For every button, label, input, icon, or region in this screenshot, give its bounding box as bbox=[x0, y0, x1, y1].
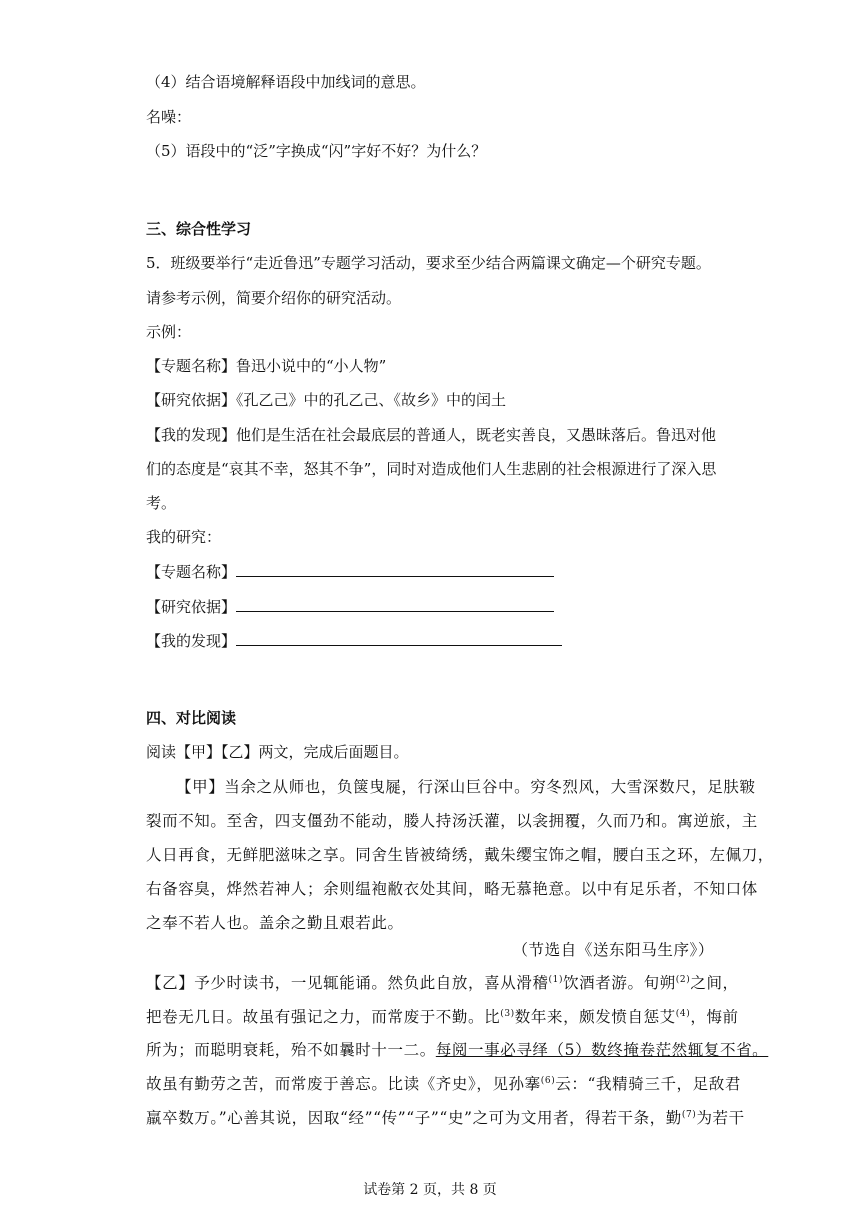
passage-jia-source: （节选自《送东阳马生序》） bbox=[512, 941, 714, 959]
passage-yi-line-2: 把卷无几日。故虽有强记之力，而常废于不勤。比$^{(3)}$数年来，颇发愤自惩艾$^{(4)}$，悔前 bbox=[146, 1008, 739, 1026]
my-topic-blank[interactable] bbox=[236, 561, 554, 577]
reading-intro: 阅读【甲】【乙】两文，完成后面题目。 bbox=[146, 743, 409, 761]
passage-jia-line-1: 【甲】当余之从师也，负箧曳屣，行深山巨谷中。穷冬烈风，大雪深数尺，足肤皲 bbox=[176, 778, 756, 796]
my-finding-row bbox=[146, 630, 562, 651]
footnote-marker-1: (1) bbox=[548, 974, 564, 985]
passage-jia-line-3: 人日再食，无鲜肥滋味之享。同舍生皆被绮绣，戴朱缨宝饰之帽，腰白玉之环，左佩刀， bbox=[146, 846, 774, 864]
example-label: 示例： bbox=[146, 323, 192, 341]
my-finding-blank[interactable] bbox=[236, 630, 562, 646]
subquestion-5: （5）语段中的“泛”字换成“闪”字好不好？为什么？ bbox=[146, 142, 487, 160]
underlined-sentence: 每阅一事必寻绎（5）数终掩卷茫然辄复不省。 bbox=[435, 1041, 769, 1059]
passage-yi-line-3: 所为；而聪明衰耗，殆不如曩时十一二。每阅一事必寻绎（5）数终掩卷茫然辄复不省。 bbox=[146, 1041, 769, 1059]
my-basis-label: 【研究依据】 bbox=[146, 598, 237, 616]
example-topic: 【专题名称】鲁迅小说中的“小人物” bbox=[146, 357, 387, 375]
page-footer: 试卷第 2 页，共 8 页 bbox=[363, 1182, 497, 1198]
example-basis: 【研究依据】《孔乙己》中的孔乙己、《故乡》中的闰土 bbox=[146, 391, 507, 409]
subquestion-4: （4）结合语境解释语段中加线词的意思。 bbox=[146, 73, 426, 91]
section-3-heading: 三、综合性学习 bbox=[146, 220, 252, 238]
passage-yi-line-1: 【乙】予少时读书，一见辄能诵。然负此自放，喜从滑稽$^{(1)}$饮酒者游。旬朔$^{(2)}$之间， bbox=[146, 974, 739, 992]
passage-yi-line-4: 故虽有勤劳之苦，而常废于善忘。比读《齐史》，见孙搴$^{(6)}$云：“我精骑三千，足敌君 bbox=[146, 1075, 741, 1093]
example-finding-line-1: 【我的发现】他们是生活在社会最底层的普通人，既老实善良，又愚昧落后。鲁迅对他 bbox=[146, 426, 717, 444]
example-finding-line-3: 考。 bbox=[146, 494, 177, 512]
my-basis-blank[interactable] bbox=[236, 596, 554, 612]
my-research-label: 我的研究： bbox=[146, 528, 222, 546]
footnote-marker-4: (4) bbox=[675, 1008, 691, 1019]
section-4-heading: 四、对比阅读 bbox=[146, 709, 237, 727]
my-finding-label: 【我的发现】 bbox=[146, 632, 237, 650]
passage-jia-line-2: 裂而不知。至舍，四支僵劲不能动，媵人持汤沃灌，以衾拥覆，久而乃和。寓逆旅，主 bbox=[146, 812, 758, 830]
example-finding-line-2: 们的态度是“哀其不幸，怒其不争”，同时对造成他们人生悲剧的社会根源进行了深入思 bbox=[146, 460, 717, 478]
footnote-marker-6: (6) bbox=[540, 1075, 556, 1086]
footnote-marker-3: (3) bbox=[500, 1008, 515, 1019]
passage-yi-line-5: 羸卒数万。”心善其说，因取“经”“传”“子”“史”之可为文用者，得若干条，勤$^{(7)}$为若干 bbox=[146, 1109, 745, 1127]
question-5-line-1: 5．班级要举行“走近鲁迅”专题学习活动，要求至少结合两篇课文确定—个研究专题。 bbox=[146, 254, 711, 272]
passage-jia-line-4: 右备容臭，烨然若神人；余则缊袍敝衣处其间，略无慕艳意。以中有足乐者，不知口体 bbox=[146, 880, 758, 898]
footnote-marker-7: (7) bbox=[681, 1109, 697, 1120]
passage-jia-line-5: 之奉不若人也。盖余之勤且艰若此。 bbox=[146, 914, 404, 932]
question-5-line-2: 请参考示例，简要介绍你的研究活动。 bbox=[146, 289, 402, 307]
my-topic-row bbox=[146, 561, 554, 582]
footnote-marker-2: (2) bbox=[675, 974, 691, 985]
my-basis-row bbox=[146, 596, 554, 617]
subquestion-4-answer-prompt: 名噪： bbox=[146, 108, 192, 126]
my-topic-label: 【专题名称】 bbox=[146, 563, 237, 581]
